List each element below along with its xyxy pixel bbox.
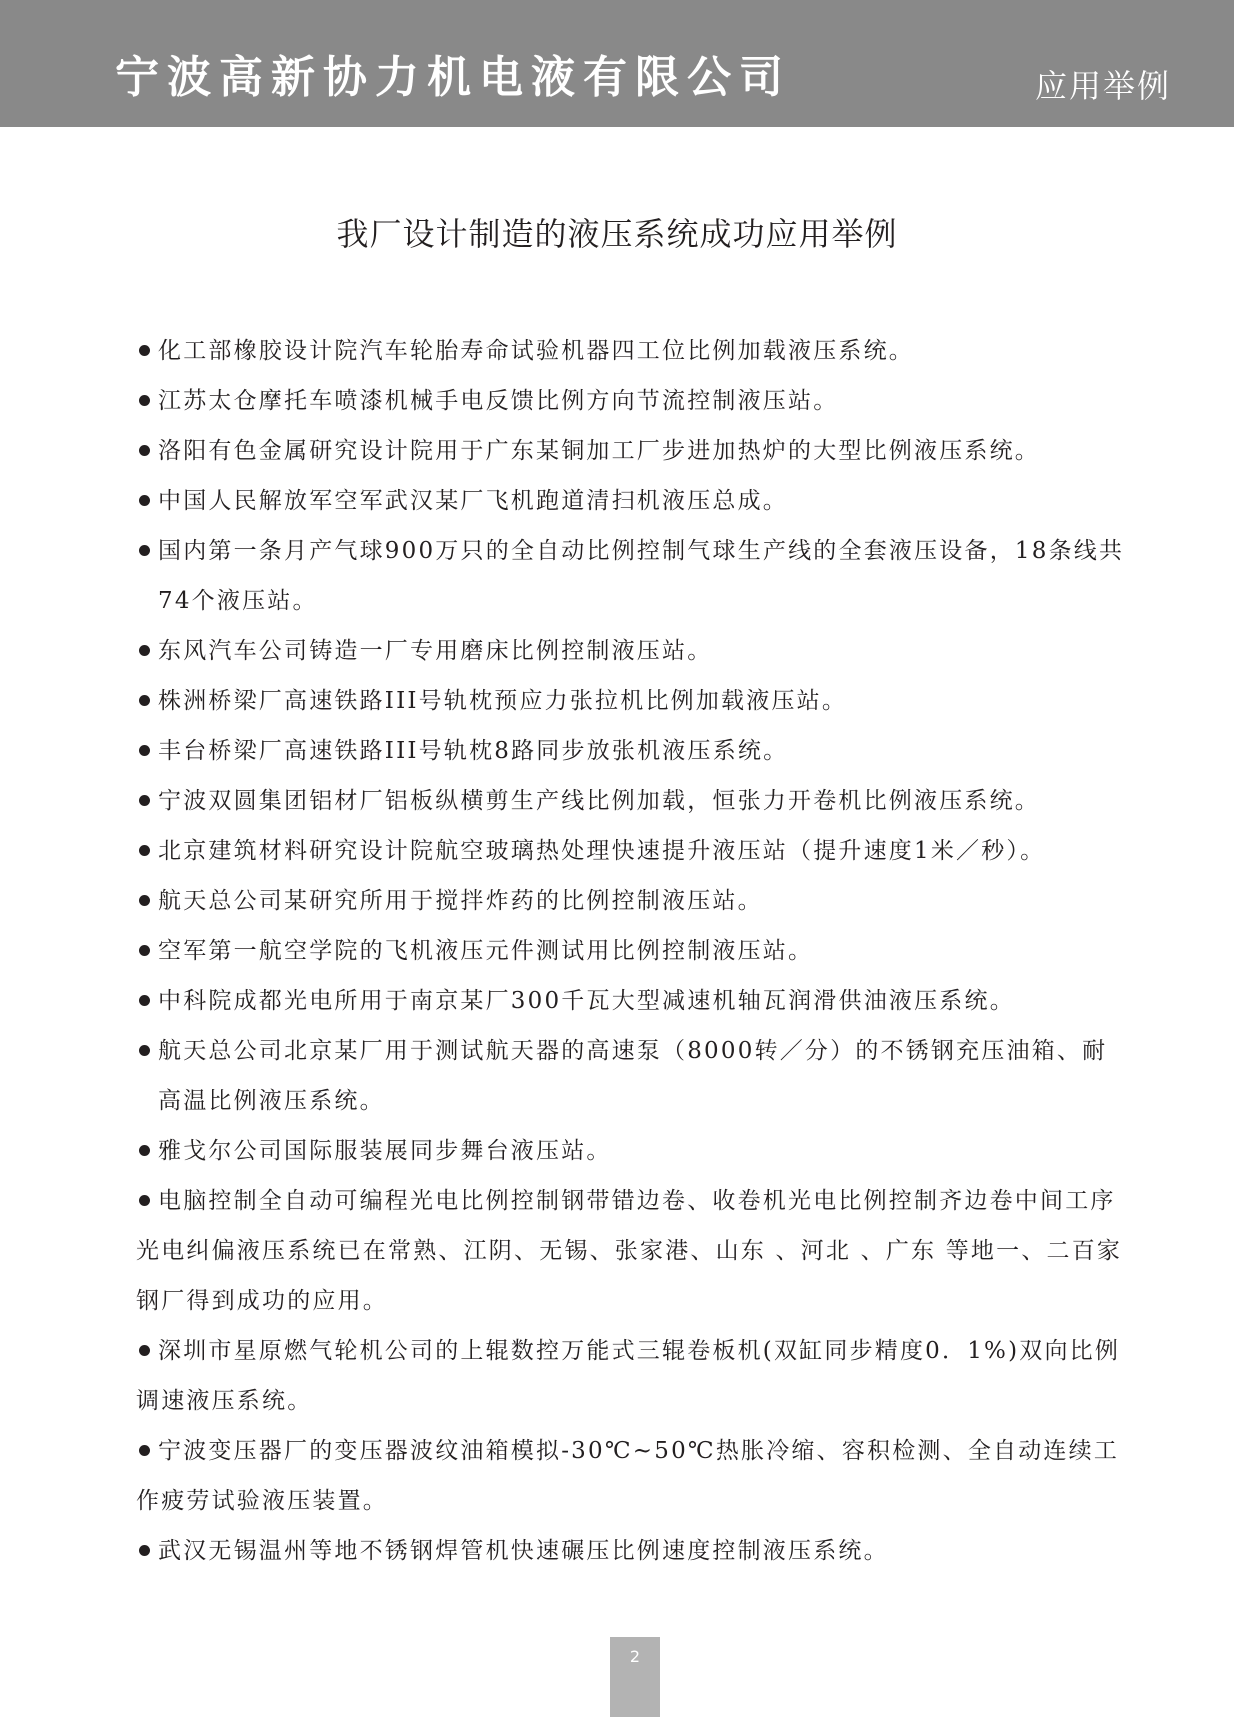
bullet-icon — [136, 426, 158, 476]
bullet-icon — [136, 1126, 158, 1176]
list-item-text: 中科院成都光电所用于南京某厂300千瓦大型减速机轴瓦润滑供油液压系统。 — [158, 988, 1015, 1014]
bullet-icon — [136, 1176, 158, 1226]
bullet-icon — [136, 326, 158, 376]
page-title: 我厂设计制造的液压系统成功应用举例 — [336, 215, 898, 253]
bullet-icon — [136, 1426, 158, 1476]
bullet-icon — [136, 526, 158, 576]
list-item-text: 宁波双圆集团铝材厂铝板纵横剪生产线比例加载，恒张力开卷机比例液压系统。 — [158, 788, 1040, 814]
list-item-text: 江苏太仓摩托车喷漆机械手电反馈比例方向节流控制液压站。 — [158, 388, 839, 414]
list-item — [136, 976, 1131, 1026]
bullet-icon — [136, 726, 158, 776]
application-examples-list — [136, 326, 1131, 1576]
list-item-text: 株洲桥梁厂高速铁路III号轨枕预应力张拉机比例加载液压站。 — [158, 688, 848, 714]
list-item-text: 丰台桥梁厂高速铁路III号轨枕8路同步放张机液压系统。 — [158, 738, 789, 764]
list-item — [136, 676, 1131, 726]
list-item-text: 武汉无锡温州等地不锈钢焊管机快速碾压比例速度控制液压系统。 — [158, 1538, 889, 1564]
list-item-text: 空军第一航空学院的飞机液压元件测试用比例控制液压站。 — [158, 938, 814, 964]
list-item — [136, 426, 1131, 476]
list-item — [136, 1526, 1131, 1576]
list-item — [136, 926, 1131, 976]
list-item-text: 洛阳有色金属研究设计院用于广东某铜加工厂步进加热炉的大型比例液压系统。 — [158, 438, 1040, 464]
list-item — [136, 1326, 1131, 1426]
bullet-icon — [136, 626, 158, 676]
list-item — [136, 1126, 1131, 1176]
list-item-text: 东风汽车公司铸造一厂专用磨床比例控制液压站。 — [158, 638, 713, 664]
page-number-tab — [610, 1637, 660, 1717]
list-item — [136, 776, 1131, 826]
list-item — [136, 626, 1131, 676]
list-item — [136, 1026, 1131, 1126]
bullet-icon — [136, 376, 158, 426]
page-number: 2 — [629, 1647, 641, 1666]
list-item — [136, 1426, 1131, 1526]
list-item-text: 化工部橡胶设计院汽车轮胎寿命试验机器四工位比例加载液压系统。 — [158, 338, 914, 364]
bullet-icon — [136, 776, 158, 826]
bullet-icon — [136, 826, 158, 876]
list-item — [136, 726, 1131, 776]
list-item-text: 国内第一条月产气球900万只的全自动比例控制气球生产线的全套液压设备，18条线共74个液压站。 — [158, 538, 1125, 614]
list-item-text: 航天总公司北京某厂用于测试航天器的高速泵（8000转／分）的不锈钢充压油箱、耐高温比例液压系统。 — [158, 1038, 1108, 1114]
list-item-text: 电脑控制全自动可编程光电比例控制钢带错边卷、收卷机光电比例控制齐边卷中间工序光电纠偏液压系统已在常熟、江阴、无锡、张家港、山东 、河北 、广东 等地一、二百家钢厂得到成功的应用。 — [136, 1188, 1123, 1314]
list-item-text: 北京建筑材料研究设计院航空玻璃热处理快速提升液压站（提升速度1米／秒）。 — [158, 838, 1046, 864]
section-label: 应用举例 — [1035, 67, 1172, 105]
bullet-icon — [136, 1526, 158, 1576]
list-item-text: 中国人民解放军空军武汉某厂飞机跑道清扫机液压总成。 — [158, 488, 788, 514]
list-item — [136, 826, 1131, 876]
list-item — [136, 876, 1131, 926]
bullet-icon — [136, 1026, 158, 1076]
bullet-icon — [136, 476, 158, 526]
list-item-text: 雅戈尔公司国际服装展同步舞台液压站。 — [158, 1138, 612, 1164]
header-bar — [0, 0, 1234, 127]
list-item — [136, 326, 1131, 376]
list-item-text: 深圳市星原燃气轮机公司的上辊数控万能式三辊卷板机(双缸同步精度0．1%)双向比例调速液压系统。 — [136, 1338, 1121, 1414]
bullet-icon — [136, 1326, 158, 1376]
list-item — [136, 1176, 1131, 1326]
list-item-text: 航天总公司某研究所用于搅拌炸药的比例控制液压站。 — [158, 888, 763, 914]
list-item — [136, 526, 1131, 626]
list-item — [136, 476, 1131, 526]
list-item-text: 宁波变压器厂的变压器波纹油箱模拟-30℃~50℃热胀冷缩、容积检测、全自动连续工作疲劳试验液压装置。 — [136, 1438, 1120, 1514]
bullet-icon — [136, 926, 158, 976]
company-name: 宁波高新协力机电液有限公司 — [115, 52, 791, 103]
list-item — [136, 376, 1131, 426]
bullet-icon — [136, 876, 158, 926]
bullet-icon — [136, 976, 158, 1026]
bullet-icon — [136, 676, 158, 726]
